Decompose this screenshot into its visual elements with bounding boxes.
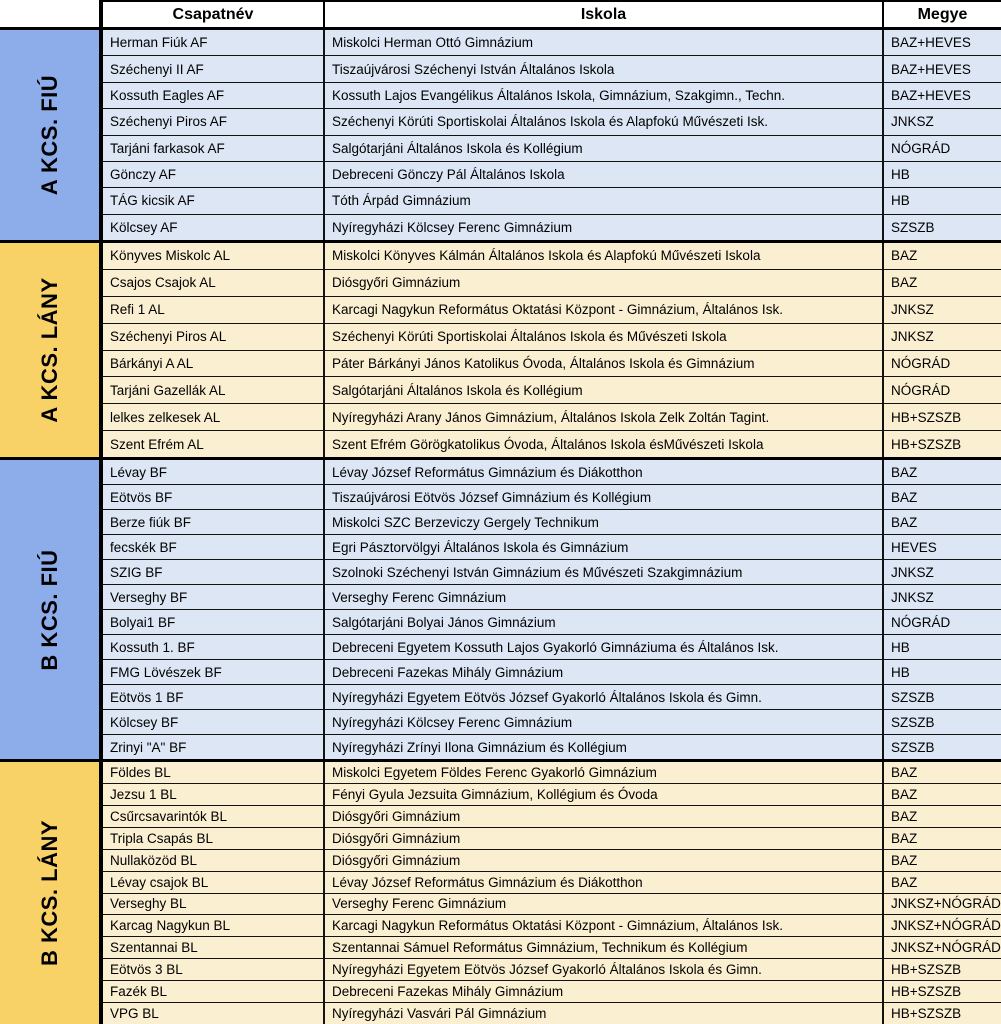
school-cell: Kossuth Lajos Evangélikus Általános Iskola, Gimnázium, Szakgimn., Techn. [325, 83, 884, 108]
team-cell: Eötvös 1 BF [103, 685, 325, 709]
team-cell: Széchenyi Piros AL [103, 324, 325, 350]
county-cell: SZSZB [891, 219, 935, 235]
county-cell: JNKSZ+NÓGRÁD [891, 918, 1001, 934]
team-cell: Refi 1 AL [103, 297, 325, 323]
team-cell: Kölcsey AF [103, 215, 325, 240]
county-cell: HB [891, 193, 910, 209]
table-row [103, 850, 1001, 872]
team-cell: Bárkányi A AL [103, 351, 325, 377]
county-cell: BAZ [891, 275, 918, 291]
table-row [103, 404, 1001, 431]
table-row [103, 937, 1001, 959]
table-row [103, 510, 1001, 535]
county-cell: NÓGRÁD [891, 355, 951, 371]
school-cell: Diósgyőri Gimnázium [325, 806, 884, 827]
group-label-text: B KCS. LÁNY [36, 819, 62, 967]
table-row [103, 660, 1001, 685]
team-cell: FMG Lövészek BF [103, 660, 325, 684]
team-cell: Zrinyi "A" BF [103, 735, 325, 759]
school-cell: Tiszaújvárosi Eötvös József Gimnázium és Kollégium [325, 485, 884, 509]
county-cell: BAZ [891, 808, 918, 824]
school-cell: Nyíregyházi Vasvári Pál Gimnázium [325, 1003, 884, 1024]
team-cell: Kossuth Eagles AF [103, 83, 325, 108]
group-label [0, 243, 103, 457]
team-cell: fecskék BF [103, 535, 325, 559]
table-row [103, 762, 1001, 784]
team-cell: Lévay csajok BL [103, 872, 325, 893]
team-cell: Földes BL [103, 762, 325, 783]
team-cell: Bolyai1 BF [103, 610, 325, 634]
group-rows [103, 762, 1001, 1024]
team-cell: Berze fiúk BF [103, 510, 325, 534]
school-cell: Salgótarjáni Általános Iskola és Kollégium [325, 136, 884, 161]
table-row [103, 460, 1001, 485]
team-cell: lelkes zelkesek AL [103, 404, 325, 430]
team-cell: Lévay BF [103, 460, 325, 484]
team-cell: Eötvös BF [103, 485, 325, 509]
county-cell: BAZ [891, 830, 918, 846]
county-cell: BAZ+HEVES [891, 35, 971, 51]
county-cell: NÓGRÁD [891, 614, 951, 630]
county-cell: HB+SZSZB [891, 984, 962, 1000]
table-row [103, 109, 1001, 135]
team-cell: Széchenyi Piros AF [103, 109, 325, 134]
county-cell: BAZ [891, 874, 918, 890]
school-cell: Nyíregyházi Zrínyi Ilona Gimnázium és Kollégium [325, 735, 884, 759]
team-cell: SZIG BF [103, 560, 325, 584]
team-cell: Szentannai BL [103, 937, 325, 958]
table-row [103, 872, 1001, 894]
group-rows [103, 460, 1001, 759]
county-cell: HB+SZSZB [891, 436, 962, 452]
school-cell: Debreceni Gönczy Pál Általános Iskola [325, 162, 884, 187]
county-cell: BAZ+HEVES [891, 87, 971, 103]
table-row [103, 324, 1001, 351]
school-cell: Széchenyi Körúti Sportiskolai Általános Iskola és Művészeti Iskola [325, 324, 884, 350]
header-corner-cell [0, 0, 103, 27]
school-cell: Szolnoki Széchenyi István Gimnázium és Művészeti Szakgimnázium [325, 560, 884, 584]
school-cell: Salgótarjáni Bolyai János Gimnázium [325, 610, 884, 634]
school-cell: Diósgyőri Gimnázium [325, 850, 884, 871]
county-cell: JNKSZ+NÓGRÁD [891, 896, 1001, 912]
school-cell: Miskolci SZC Berzeviczy Gergely Technikum [325, 510, 884, 534]
school-cell: Fényi Gyula Jezsuita Gimnázium, Kollégium és Óvoda [325, 784, 884, 805]
group-label [0, 460, 103, 759]
school-cell: Egri Pásztorvölgyi Általános Iskola és Gimnázium [325, 535, 884, 559]
table-row [103, 297, 1001, 324]
table-row [103, 83, 1001, 109]
team-cell: Herman Fiúk AF [103, 30, 325, 55]
school-cell: Debreceni Fazekas Mihály Gimnázium [325, 981, 884, 1002]
school-cell: Tóth Árpád Gimnázium [325, 188, 884, 213]
school-cell: Nyíregyházi Egyetem Eötvös József Gyakorló Általános Iskola és Gimn. [325, 685, 884, 709]
county-cell: JNKSZ [891, 114, 934, 130]
school-cell: Nyíregyházi Arany János Gimnázium, Általános Iskola Zelk Zoltán Tagint. [325, 404, 884, 430]
table-row [103, 188, 1001, 214]
table-row [103, 585, 1001, 610]
county-cell: HB+SZSZB [891, 1006, 962, 1022]
county-cell: JNKSZ [891, 329, 934, 345]
school-cell: Nyíregyházi Egyetem Eötvös József Gyakorló Általános Iskola és Gimn. [325, 959, 884, 980]
table-header-row [0, 0, 1001, 30]
team-cell: Jezsu 1 BL [103, 784, 325, 805]
school-cell: Lévay József Református Gimnázium és Diákotthon [325, 460, 884, 484]
group-label-text: A KCS. FIÚ [36, 74, 62, 196]
table-row [103, 610, 1001, 635]
table-row [103, 270, 1001, 297]
county-cell: JNKSZ+NÓGRÁD [891, 940, 1001, 956]
table-row [103, 560, 1001, 585]
school-cell: Karcagi Nagykun Református Oktatási Központ - Gimnázium, Általános Isk. [325, 297, 884, 323]
header-team: Csapatnév [103, 0, 325, 27]
county-cell: NÓGRÁD [891, 382, 951, 398]
county-cell: HB+SZSZB [891, 409, 962, 425]
table-row [103, 828, 1001, 850]
table-row [103, 377, 1001, 404]
table-row [103, 981, 1001, 1003]
table-row [103, 431, 1001, 457]
school-cell: Debreceni Fazekas Mihály Gimnázium [325, 660, 884, 684]
table-row [103, 485, 1001, 510]
county-cell: HB+SZSZB [891, 962, 962, 978]
team-cell: Kossuth 1. BF [103, 635, 325, 659]
school-cell: Szentannai Sámuel Református Gimnázium, Technikum és Kollégium [325, 937, 884, 958]
table-row [103, 806, 1001, 828]
header-county: Megye [884, 0, 1001, 27]
school-cell: Széchenyi Körúti Sportiskolai Általános Iskola és Alapfokú Művészeti Isk. [325, 109, 884, 134]
school-cell: Szent Efrém Görögkatolikus Óvoda, Általános Iskola ésMűvészeti Iskola [325, 431, 884, 457]
county-cell: SZSZB [891, 689, 935, 705]
table-row [103, 535, 1001, 560]
team-cell: Fazék BL [103, 981, 325, 1002]
group-rows [103, 30, 1001, 240]
table-row [103, 735, 1001, 759]
table-row [103, 710, 1001, 735]
county-cell: SZSZB [891, 739, 935, 755]
team-cell: Tarjáni Gazellák AL [103, 377, 325, 403]
county-cell: BAZ [891, 464, 918, 480]
county-cell: JNKSZ [891, 564, 934, 580]
team-cell: Verseghy BL [103, 894, 325, 915]
school-cell: Miskolci Egyetem Földes Ferenc Gyakorló Gimnázium [325, 762, 884, 783]
school-cell: Tiszaújvárosi Széchenyi István Általános Iskola [325, 56, 884, 81]
group-3 [0, 460, 1001, 762]
table-row [103, 30, 1001, 56]
table-row [103, 351, 1001, 378]
team-cell: Gönczy AF [103, 162, 325, 187]
team-cell: Verseghy BF [103, 585, 325, 609]
header-school: Iskola [325, 0, 884, 27]
county-cell: BAZ [891, 786, 918, 802]
team-cell: Eötvös 3 BL [103, 959, 325, 980]
group-label-text: B KCS. FIÚ [36, 548, 62, 671]
table-row [103, 56, 1001, 82]
school-cell: Nyíregyházi Kölcsey Ferenc Gimnázium [325, 710, 884, 734]
school-cell: Debreceni Egyetem Kossuth Lajos Gyakorló Gimnáziuma és Általános Isk. [325, 635, 884, 659]
county-cell: JNKSZ [891, 302, 934, 318]
table-row [103, 243, 1001, 270]
table-row [103, 894, 1001, 916]
team-cell: Nullaközöd BL [103, 850, 325, 871]
table-row [103, 162, 1001, 188]
county-cell: HB [891, 167, 910, 183]
county-cell: NÓGRÁD [891, 140, 951, 156]
county-cell: JNKSZ [891, 589, 934, 605]
school-cell: Nyíregyházi Kölcsey Ferenc Gimnázium [325, 215, 884, 240]
school-cell: Diósgyőri Gimnázium [325, 270, 884, 296]
county-cell: BAZ+HEVES [891, 61, 971, 77]
table-row [103, 959, 1001, 981]
county-cell: BAZ [891, 852, 918, 868]
team-cell: Tarjáni farkasok AF [103, 136, 325, 161]
table-row [103, 136, 1001, 162]
team-cell: Könyves Miskolc AL [103, 243, 325, 269]
team-cell: Karcag Nagykun BL [103, 915, 325, 936]
county-cell: HEVES [891, 539, 937, 555]
team-cell: Kölcsey BF [103, 710, 325, 734]
group-2 [0, 243, 1001, 460]
team-cell: TÁG kicsik AF [103, 188, 325, 213]
team-cell: Csűrcsavarintók BL [103, 806, 325, 827]
school-cell: Verseghy Ferenc Gimnázium [325, 894, 884, 915]
table-row [103, 215, 1001, 240]
county-cell: SZSZB [891, 714, 935, 730]
group-1 [0, 30, 1001, 243]
group-label [0, 762, 103, 1024]
school-cell: Lévay József Református Gimnázium és Diákotthon [325, 872, 884, 893]
group-4 [0, 762, 1001, 1024]
team-cell: Csajos Csajok AL [103, 270, 325, 296]
county-cell: HB [891, 664, 910, 680]
team-cell: Szent Efrém AL [103, 431, 325, 457]
group-label-text: A KCS. LÁNY [36, 277, 62, 423]
table-row [103, 1003, 1001, 1024]
school-cell: Salgótarjáni Általános Iskola és Kollégium [325, 377, 884, 403]
school-cell: Diósgyőri Gimnázium [325, 828, 884, 849]
county-cell: BAZ [891, 489, 918, 505]
group-label [0, 30, 103, 240]
table-row [103, 784, 1001, 806]
county-cell: BAZ [891, 514, 918, 530]
county-cell: BAZ [891, 248, 918, 264]
school-cell: Miskolci Könyves Kálmán Általános Iskola és Alapfokú Művészeti Iskola [325, 243, 884, 269]
table-row [103, 915, 1001, 937]
team-cell: VPG BL [103, 1003, 325, 1024]
county-cell: HB [891, 639, 910, 655]
group-rows [103, 243, 1001, 457]
team-cell: Tripla Csapás BL [103, 828, 325, 849]
school-cell: Verseghy Ferenc Gimnázium [325, 585, 884, 609]
school-cell: Páter Bárkányi János Katolikus Óvoda, Általános Iskola és Gimnázium [325, 351, 884, 377]
table-row [103, 635, 1001, 660]
county-cell: BAZ [891, 764, 918, 780]
school-cell: Karcagi Nagykun Református Oktatási Központ - Gimnázium, Általános Isk. [325, 915, 884, 936]
school-cell: Miskolci Herman Ottó Gimnázium [325, 30, 884, 55]
team-cell: Széchenyi II AF [103, 56, 325, 81]
table-row [103, 685, 1001, 710]
